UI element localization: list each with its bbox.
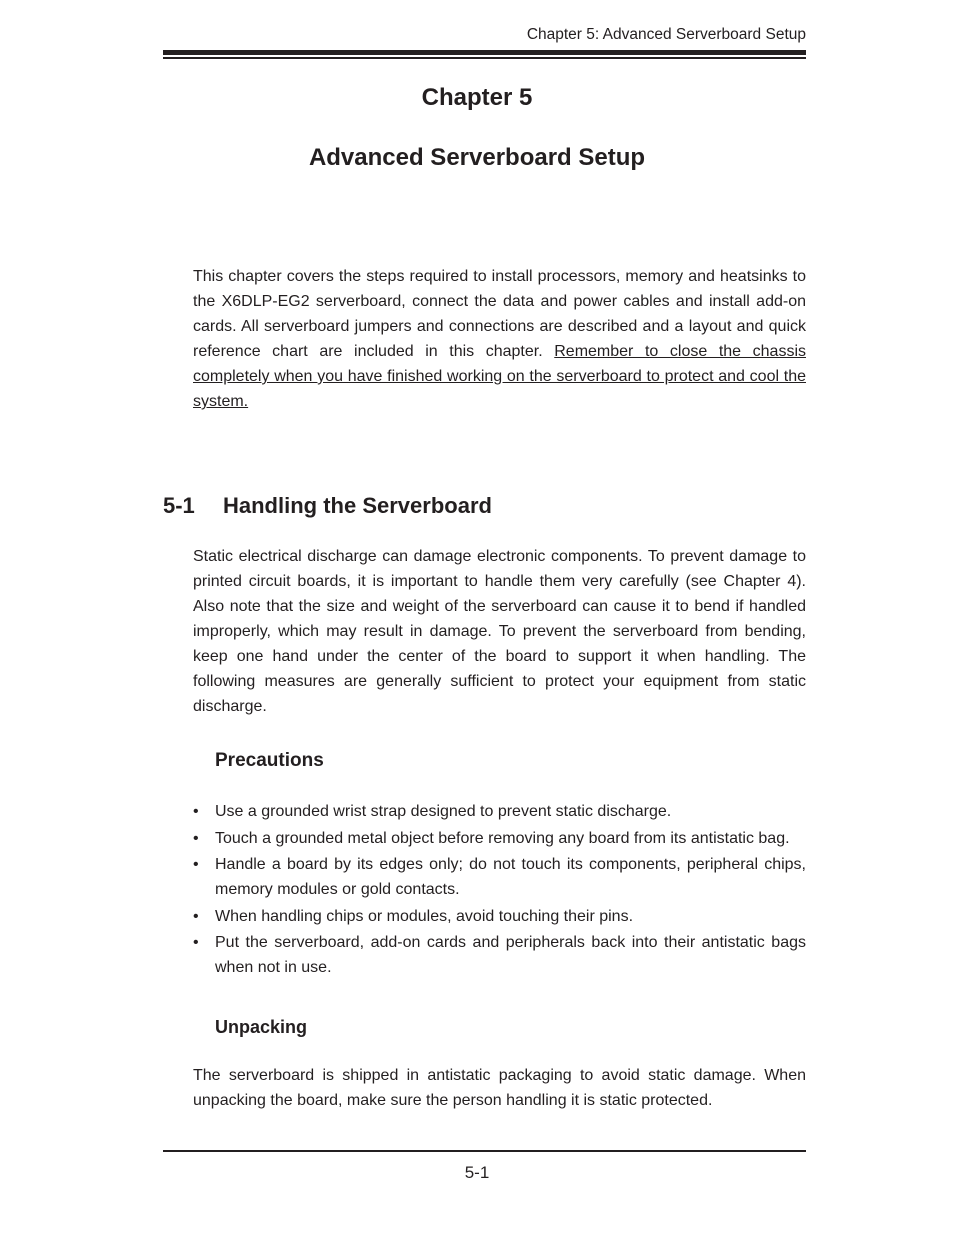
list-item [193,826,806,851]
chapter-name-title: Advanced Serverboard Setup [308,144,646,171]
header-rule-thick [163,50,806,55]
section-heading [163,493,492,519]
page-number: 5-1 [464,1163,490,1182]
intro-paragraph [193,264,806,414]
list-item [193,904,806,929]
list-item-text: Touch a grounded metal object before removing any board from its antistatic bag. [215,829,790,847]
running-header: Chapter 5: Advanced Serverboard Setup [526,26,806,43]
bullet-icon: • [193,856,199,873]
list-item-text: When handling chips or modules, avoid touching their pins. [215,907,634,925]
intro-text: This chapter covers the steps required to install processors, memory and heatsinks to the X6DLP-EG2 serverboard, connect the data and power cables and install add-on cards. All serverboard jumpers and connections are described and a layout and quick reference chart are included in this chapter. [193,268,806,360]
section-body-paragraph: Static electrical discharge can damage electronic components. To prevent damage to printed circuit boards, it is important to handle them very carefully (see Chapter 4). Also note that the size and weight of the serverboard can cause it to bend if handled improperly, which may result in damage. To prevent the serverboard from bending, keep one hand under the center of the board to support it when handling. The following measures are generally sufficient to protect your equipment from static discharge. [193,548,806,715]
list-item [193,852,806,902]
bullet-icon: • [193,934,199,951]
header-rule-thin [163,57,806,59]
bullet-icon: • [193,803,199,820]
list-item-text: Put the serverboard, add-on cards and peripherals back into their antistatic bags when not in use. [215,934,806,976]
precautions-list [193,799,806,982]
unpacking-paragraph: The serverboard is shipped in antistatic packaging to avoid static damage. When unpacking the board, make sure the person handling it is static protected. [193,1067,806,1109]
precautions-heading: Precautions [215,750,324,771]
intro-underlined-note: Remember to close the chassis completely when you have finished working on the serverboard to protect and cool the system. [193,343,806,410]
section-title: Handling the Serverboard [223,493,492,518]
footer-rule [163,1150,806,1152]
chapter-number-title: Chapter 5 [421,84,533,111]
bullet-icon: • [193,907,199,925]
list-item [193,799,806,824]
unpacking-heading: Unpacking [215,1017,308,1037]
section-number: 5-1 [163,493,195,518]
list-item [193,930,806,980]
list-item-text: Use a grounded wrist strap designed to prevent static discharge. [215,803,672,820]
list-item-text: Handle a board by its edges only; do not touch its components, peripheral chips, memory modules or gold contacts. [215,856,806,898]
bullet-icon: • [193,829,199,847]
